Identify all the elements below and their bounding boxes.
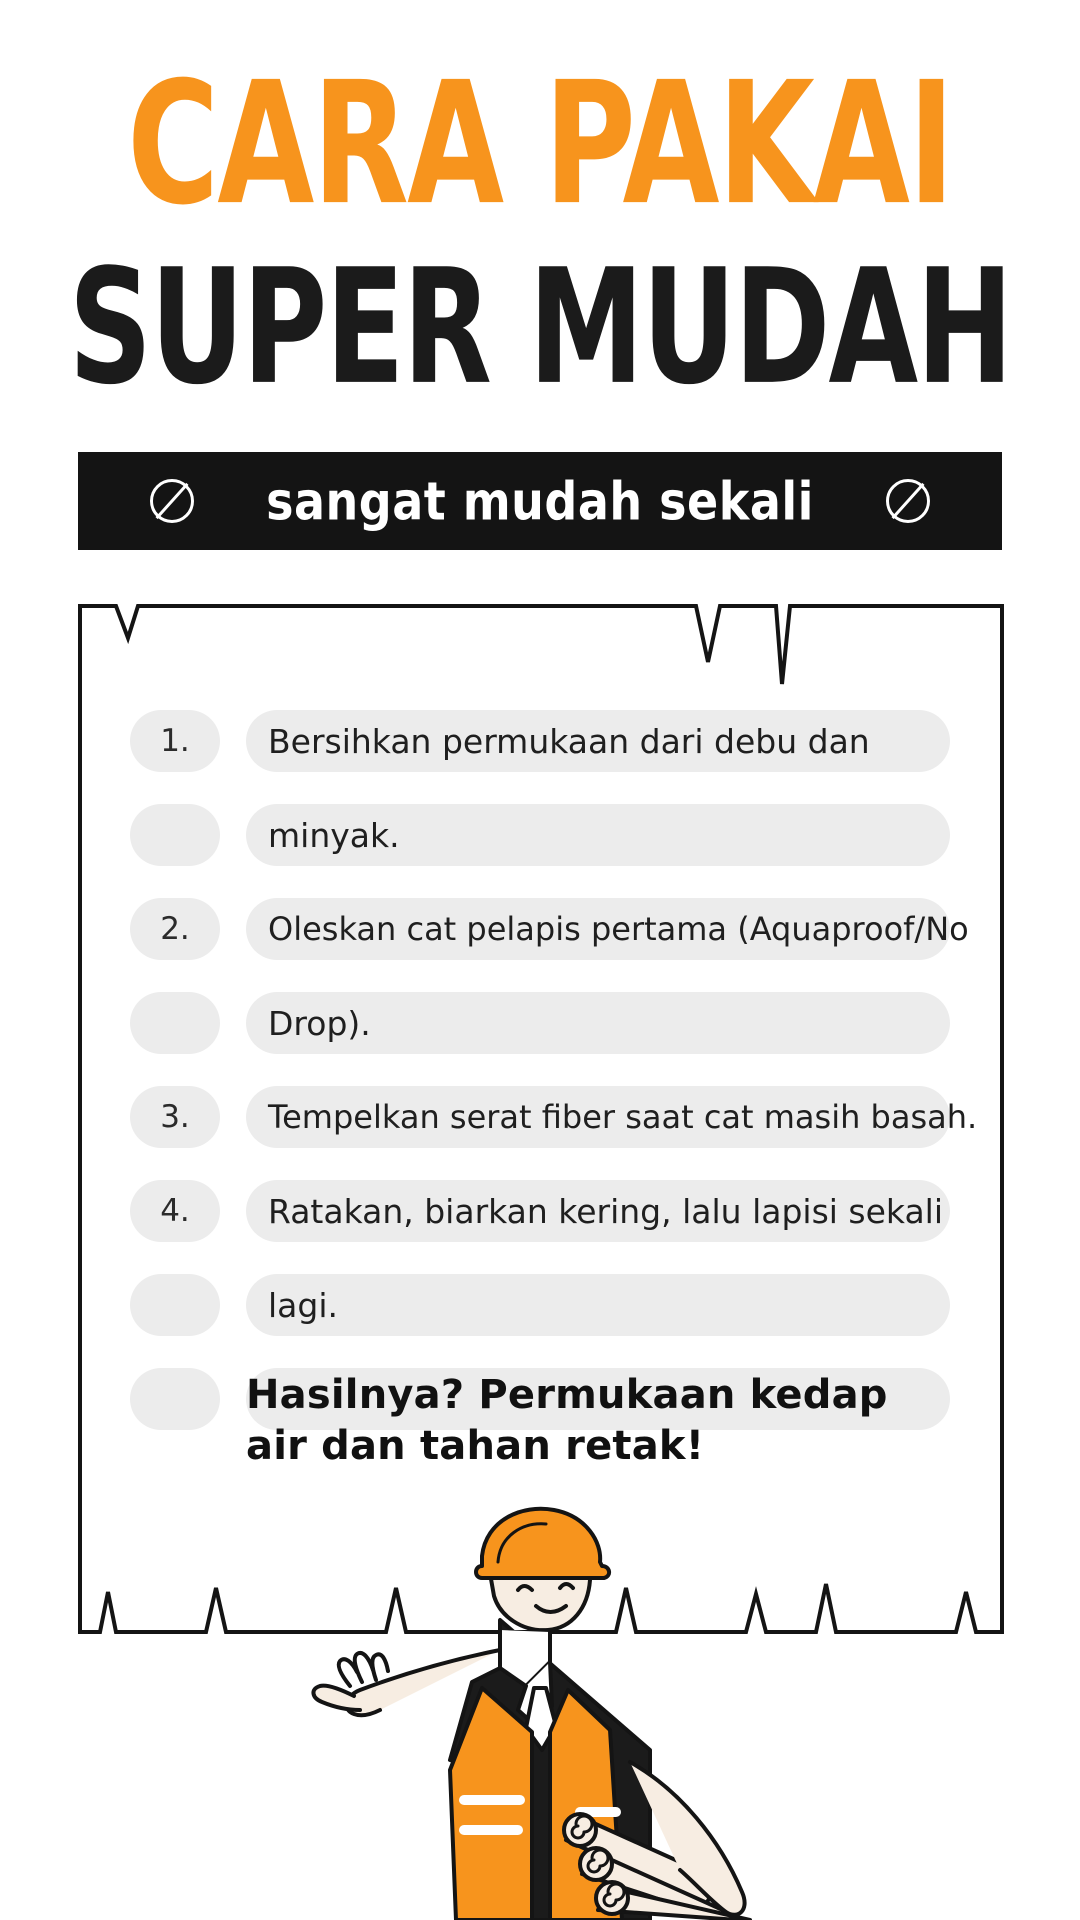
list-item [130,1086,978,1164]
step-number: 3. [130,1086,220,1148]
step-text-line: Bersihkan permukaan dari debu dan [246,710,950,772]
conclusion-number-spacer [130,1368,220,1430]
conclusion-line-2: air dan tahan retak! [246,1423,705,1470]
step-number: 1. [130,710,220,772]
conclusion-text [246,1370,966,1472]
step-text-line: Tempelkan serat fiber saat cat masih basah. [246,1086,950,1148]
step-text-line: Drop). [246,992,950,1054]
step-number-spacer [130,1274,220,1336]
step-number: 2. [130,898,220,960]
worker-illustration [250,1500,850,1920]
steps-list [130,710,978,1470]
list-item [130,710,950,788]
page-title-secondary: SUPER MUDAH [68,235,1012,420]
no-entry-icon-left [150,479,194,523]
list-item [130,1180,950,1258]
list-item [130,898,969,976]
step-text-line: Oleskan cat pelapis pertama (Aquaproof/No [246,898,950,960]
list-item-continuation [130,1274,950,1352]
list-item-continuation [130,804,950,882]
list-item-continuation [130,992,950,1070]
step-text-line: Ratakan, biarkan kering, lalu lapisi sekali [246,1180,950,1242]
step-number-spacer [130,992,220,1054]
conclusion-line-1: Hasilnya? Permukaan kedap [246,1372,888,1418]
conclusion-block [130,1368,950,1470]
step-text-line: minyak. [246,804,950,866]
no-entry-icon-right [886,479,930,523]
step-number-spacer [130,804,220,866]
step-text-line: lagi. [246,1274,950,1336]
ribbon-label: sangat mudah sekali [266,469,814,533]
page-title-primary: CARA PAKAI [127,45,953,244]
step-number: 4. [130,1180,220,1242]
subtitle-ribbon [78,452,1002,550]
